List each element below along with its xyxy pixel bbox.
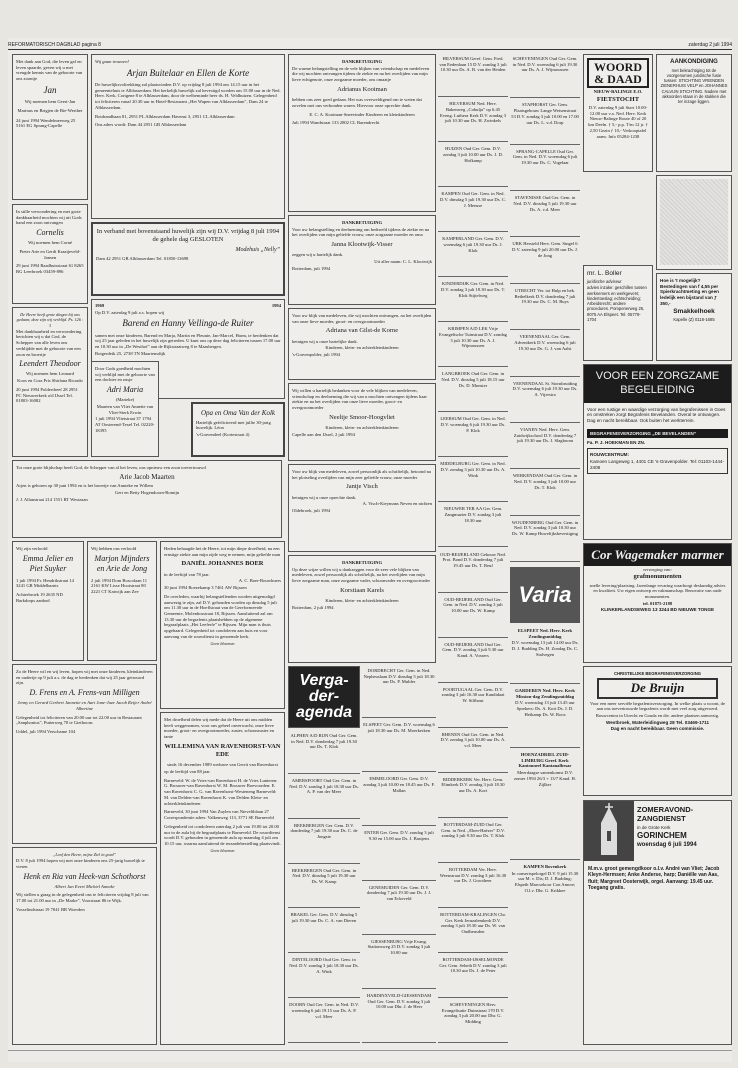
- service-listing: [438, 910, 508, 953]
- ad-name: Arjan Buitelaar en Ellen de Korte: [126, 67, 250, 78]
- service-listing: [438, 595, 508, 638]
- service-text: DORDRECHT Ger. Gem. in Ned. Nepheuslaan D.V. dinsdag 5 juli 18.30 uur Ds. P. Mulder: [363, 668, 435, 685]
- ad-sub: verzorging van:: [642, 566, 673, 572]
- ad-name: Adri Maria: [106, 385, 144, 395]
- ad-name: Cornelis: [36, 228, 64, 238]
- ad-brand: Smakkelhoek: [673, 307, 715, 315]
- church-services-col-b: [510, 54, 580, 564]
- service-listing: [510, 100, 580, 144]
- item-title: HOENZADRIEL ZUID-LIMBURG Geref. Kerk Kantonneel Kantanalbesar: [518, 752, 572, 769]
- ad-intro: Tot onze grote blijdschap heeft God, de Schepper van al het leven, ons opnieuw een zoon toevertrouwd: [16, 465, 206, 470]
- ad-title: DANKBETUIGING: [341, 220, 383, 225]
- ad-death-daniel: [160, 541, 285, 709]
- ad-body-2: betuigen wij u onze hartelijke dank.: [292, 338, 358, 344]
- ad-body-2: betuigen wij u onze oprechte dank.: [292, 494, 357, 500]
- ad-event: FIETSTOCHT: [596, 95, 640, 103]
- service-text: ROTTERDAM-IJSSELMONDE Ger. Gem. Sebeth D.V. zondag 3 juli 10.30 uur Ds. J. de Peter: [439, 956, 507, 974]
- ad-date: Uddel, juli 1994 Verschame 104: [16, 729, 76, 735]
- year-start: 1969: [95, 303, 105, 308]
- ad-body-2: zeggen wij u hartelijk dank.: [292, 252, 344, 258]
- ad-address: 's-Gravendeel (Kortestraat 4): [196, 432, 250, 438]
- dense-text-texture: [660, 179, 728, 265]
- service-text: WOUDENBERG Oud Ger. Gem. in Ned. D.V. zondag 3 juli 10.30 uur Ds. W. Kamp Huwelijksbevestiging: [511, 519, 579, 537]
- ad-body: advies inzake: geschillen tussen werknemers en werkgevers; kindertoeslag; echtscheiding; Arbeidsrecht; andere procedures. Pompenerweg 25, 8075 AA Elspeet. Tel. 05779-1704: [587, 285, 647, 322]
- service-text: ROTTERDAM Ver. Herv. Weenstraat D.V. zondag 3 juli 16.30 uur Ds. J. Grootheer: [439, 866, 507, 884]
- ad-header-row: [584, 801, 731, 861]
- ad-signer: Kinderen, klein- en achterkleinkinderen: [325, 345, 399, 351]
- ad-de-bruijn: [583, 666, 732, 796]
- ad-body: Voor uw belangstelling en deelneming om bedroefd tijdens de ziekte en na het overlijden van mijn geliefde vrouw, onze zorgzame moeder en oma: [292, 226, 430, 238]
- service-listing: [438, 189, 508, 232]
- ad-name: Jan: [43, 84, 57, 95]
- agenda-list-left: [288, 731, 360, 1045]
- ad-intro: In stille verwondering en met grote dankbaarheid mochten wij uit Gods hand een zoon ontvangen: [16, 209, 82, 226]
- ad-date: Capelle aan den IJssel, 2 juli 1994: [292, 431, 355, 437]
- ad-verse: „Loof den Heere, mijne Ziel in goed”: [52, 852, 116, 857]
- service-text: UTRECHT Ver. tot Hulp en bek. Bethelkerk D.V. donderdag 7 juli 19.30 uur Ds. C. M. Buys: [514, 287, 576, 305]
- banner-title: Varia: [518, 582, 572, 608]
- ad-body: Op deze wijze willen wij u dankzeggen voor de zeer vele blijken van medeleven, zowel persoonlijk als schriftelijk, na het overlijden van mijn lieve zorgzame man, onze zorgzame vader, schoonvader en overgrootvader: [292, 566, 431, 584]
- ad-sub: NIEUW-BALINGE E.O.: [593, 89, 643, 94]
- ad-body: snelle levering/plaatsing. Jarenlange ervaring waarborgt deskundig advies en kwaliteit. Uw eigen ontwerp en vakmanschap. Renovatie van oude monumenten.: [589, 582, 726, 599]
- ad-signer: Kinderen, klein- en achterkleinkinderen: [325, 425, 399, 431]
- ad-death-willemina: [160, 712, 285, 1045]
- service-text: BRAKEL Ger. Gem. D.V. dinsdag 5 juli 19.30 uur Ds. C. A. van Dieren: [290, 912, 358, 924]
- service-listing: [438, 550, 508, 593]
- service-text: SCHEVENINGEN Oud Ger. Gem. in Ned. D.V. woensdag 6 juli 19.30 uur Ds. A. J. Wijmoussen: [512, 56, 578, 73]
- ad-sub: (Marieke): [115, 397, 135, 403]
- ad-notice-small: [656, 175, 732, 270]
- ad-thanks-neeltje: [288, 383, 436, 461]
- church-services-col-a: [438, 54, 508, 1045]
- service-listing: [362, 937, 436, 989]
- service-listing: [438, 234, 508, 277]
- ad-smakkelhoek: [656, 273, 732, 361]
- ad-boller: [583, 265, 653, 361]
- ad-name: Leendert Theodoor: [19, 359, 81, 369]
- ad-children: Jenny en Gerard Gerbert Jannette en Aart Jane-Jaze Jacob Reijer André Albertine: [17, 700, 152, 711]
- service-text: URK Hersteld Herv. Gem. Singel 6 D.V. zaterdag 9 juli 20.00 uur Ds. J. de Jong: [511, 241, 578, 258]
- vergader-agenda-banner: [288, 666, 360, 728]
- ad-thanks-kooiman: [288, 54, 436, 212]
- ad-date: Rotterdam, 2 juli 1994: [292, 604, 334, 610]
- service-text: NIEUWER TER AA Ger. Gem. Zangmuzier D.V. zondag 3 juli 18.30 uur: [443, 506, 503, 523]
- varia-kampen: [510, 862, 580, 1045]
- ad-thanks-karels: [288, 555, 436, 663]
- service-text: ROTTERDAM-ZUID Oud Ger. Gem. in Ned. „Eben-Haëzer” D.V. zondag 3 juli 9.30 uur Ds. T. Klok: [441, 821, 505, 839]
- service-listing: [510, 332, 580, 376]
- header-right: zaterdag 2 juli 1994: [688, 41, 732, 48]
- ad-thanks-jantje: [288, 464, 436, 552]
- ad-firm: BEGRAFENISVERZORGING „DE BEVELANDEN”: [587, 429, 728, 439]
- ad-title: AANKONDIGING: [670, 59, 718, 65]
- service-text: ENTER Ger. Gem. D.V. zondag 3 juli 9.30 en 15.00 uur Ds. J. Bastjens: [364, 830, 434, 842]
- service-text: VIANEN Ned. Herv. Gem. Zuidwijkschool D.V. donderdag 7 juli 19.30 uur Ds. J. Slagboom: [513, 426, 577, 444]
- varia-hoenzadriel: [510, 750, 580, 860]
- ad-date: 2 juli 1994 Dom Boscolaan 11 2161 KW Lisse Hooistraat 80 2221 CT Katwijk aan Zee: [91, 577, 148, 595]
- ad-intro: Met dankbaarheid en verwondering berichten wij u dat God, de Schepper van alle leven ons verblijdde met de geboorte van een zoon en broertje: [16, 328, 82, 357]
- ad-phone: tel. 01875-2188: [642, 600, 673, 606]
- service-text: WERKENDAM Oud Ger. Gem. in Ned. D.V. zondag 3 juli 10.00 uur Ds. T. Klok: [512, 473, 578, 490]
- ad-verse: De Heere heeft grote dingen bij ons gedaan; deze zijn wij verblijd. Ps. 126 : 3: [16, 312, 84, 328]
- service-listing: [510, 147, 580, 191]
- ad-intro: Heden behaagde het de Heere, tot mijn diepe droefheid, na een ernstige ziekte aan mijn zijde weg te nemen, mijn geliefde man: [164, 546, 281, 557]
- ad-place: GORINCHEM: [637, 831, 687, 841]
- ad-address: KLINKERLANDSEWEG 13 3244 BD NIEUWE TONGE: [600, 607, 715, 613]
- ad-name: DANIËL JOHANNES BOER: [181, 560, 264, 568]
- ad-address: Kamoen Langeweg 1, 4401 CE 's-Gravenpolder. Tel: 01103-1444-2408: [590, 458, 725, 470]
- ad-family: Barneveld: W. de Vries-van Ravenhorst H. de Vries Lunteren: G. Brouwer-van Ravenhorst W. M. Brouwer Boevoorden: E. van Ravenhorst C. G. van Ravenhorst-Westeneng Barneveld: M. van Delden-van Ravenhorst K. van Delden Klein- en achterkleinkinderen: [164, 777, 278, 806]
- ad-name: mr. L. Boller: [587, 270, 622, 277]
- ad-name: Henk en Ria van Heek-van Schothorst: [23, 871, 146, 881]
- ad-intro: Zo de Heere wil en wij leven, hopen wij met onze kinderen, kleinkinderen en oudertje op 9 juli a.s. de dag te herdenken dat wij 25 jaar getrouwd zijn.: [16, 669, 153, 686]
- ad-title: DANKBETUIGING: [341, 560, 383, 565]
- agenda-list-right: [362, 666, 436, 1045]
- service-text: LANGBROEK Oud Ger. Gem. in Ned. D.V. dinsdag 5 juli 18.15 uur Ds. D. Monster: [441, 371, 505, 388]
- service-text: POORTUGAAL Ger. Gem. D.V. zondag 3 juli 16.30 uur Kandidaat W. Silfhout: [441, 686, 505, 704]
- service-listing: [438, 730, 508, 773]
- ad-birth-arie: [12, 460, 282, 538]
- service-listing: [288, 955, 360, 998]
- service-text: DINTELOORD Oud Ger. Gem. in Ned. D.V. zondag 3 juli 18.30 uur Ds. A. Wink: [289, 957, 359, 974]
- service-text: HILVERSUM Geref. Gem. Fred. van Eedenlaan 15 D.V. zondag 3 juli 10.30 uur Ds. A. B. van der Heiden: [439, 56, 507, 73]
- ad-parents: Marinus en Brigjen de Bie-Werther: [17, 107, 83, 113]
- service-listing: [362, 666, 436, 718]
- ad-signer: E. C. A. Kooiman-Sneevinder Kinderen en kleinkinderen: [309, 111, 415, 117]
- ad-date: 20 juni 1994 Polderdreef 28 2951 PC Nieuwerkerk a/d IJssel Tel. 01803-16082: [16, 386, 78, 404]
- item-body: Meerdaagse samenkomst D.V. zomer 1994 26/3 + 13/7 Kand. H. Zijlker: [513, 770, 577, 787]
- ad-age: op de leeftijd van 88 jaar.: [164, 768, 211, 774]
- ad-date: 30 juni 1994 Boezekamp 3 7461 AW Rijssen: [164, 585, 247, 591]
- ad-children: Albert Jan Evert Michiel Anneke: [54, 883, 115, 889]
- ad-wedding-arjan: [91, 54, 285, 219]
- service-listing: [438, 144, 508, 187]
- service-listing: [438, 324, 508, 367]
- ad-birth-adri: [91, 361, 159, 457]
- service-text: AMERSFOORT Oud Ger. Gem. in Ned. D.V. zondag 3 juli 18.30 uur Ds. A. P. van der Meer: [289, 777, 359, 795]
- ad-closed-notice: [91, 222, 285, 296]
- service-text: GENEMUIDEN Ger. Gem. D.V. donderdag 7 juli 19.30 uur Ds. J. J. van Eckeveld: [366, 884, 432, 902]
- service-listing: [438, 414, 508, 457]
- ad-title: ZOMERAVOND-ZANGDIENST: [637, 805, 694, 824]
- ad-sub: Wij noemen hem Leonard: [26, 371, 74, 377]
- service-text: KINDERDIJK Ger. Gem. in Ned. D.V. zondag 3 juli 18.30 uur Ds. T. Klok Stijtelweg: [440, 281, 506, 298]
- ad-date: 24 juni 1994 Wendelmeeweg 25 5161 EG Sprang-Capelle: [16, 117, 76, 129]
- service-listing: [438, 504, 508, 547]
- ad-party: Gelegenheid tot feliciteren van 20.00 uur tot 22.00 uur in Restaurant „Sanphonius”, Putterweg 70 te Giethoorn.: [16, 714, 142, 726]
- service-text: BEEKBERGEN Ger. Gem. D.V. donderdag 7 juli 19.30 uur Ds. C. de Jongste: [290, 822, 358, 840]
- service-listing: [510, 54, 580, 98]
- ad-birth-leendert: [12, 307, 88, 457]
- ad-intro: Met droefheid delen wij mede dat de Heere uit ons midden heeft weggenomen, voor ons geheel onverwacht, onze lieve moeder, groot- en overgrootmoeder, zuster, schoonzuster en tante: [164, 717, 274, 740]
- ad-engagement-marjon: [87, 541, 157, 661]
- ad-note: Geen bloemen: [210, 847, 235, 853]
- service-text: HUIZEN Oud Ger. Gem. D.V. zondag 3 juli 10.00 uur Ds. J. D. Hofkamp: [443, 146, 503, 163]
- ad-aankondiging: [656, 54, 732, 172]
- service-listing: [438, 640, 508, 683]
- varia-garderen: [510, 686, 580, 748]
- ad-name: Arie Jacob Maarten: [119, 472, 175, 481]
- service-text: KAMPERLAND Ger. Gem. D.V. woensdag 6 juli 19.30 uur Ds. J. Klok: [442, 236, 504, 253]
- service-listing: [288, 731, 360, 774]
- service-text: STAVENISSE Oud Ger. Gem. in Ned. D.V. dinsdag 5 juli 19.30 uur Ds. A. v.d. Meer: [513, 195, 577, 212]
- service-listing: [288, 776, 360, 819]
- ad-body: M.m.v. groot gemengdkoor o.l.v. André van Vliet; Jacob Kleyn-Hermsen; Anke Anderse, harp; Daniëlle van Aas, fluit; Margreet Oosterwijk, orgel. Aanvang: 19.45 uur. Toegang gratis.: [588, 866, 720, 891]
- ad-parents: Maarten van Vliet Annette van Vliet-Sterk Erwin: [96, 403, 154, 415]
- ad-address: Boigerdeik 25, 2738 TN Maartensdijk: [95, 350, 166, 356]
- service-text: BEEKBERGEN Oud Ger. Gem. in Ned. D.V. dinsdag 5 juli 19.30 uur Ds. W. Kamp: [291, 867, 357, 885]
- ad-phone: Westbroek, Waterleidingweg 28 Tel. 03469-1711: [605, 719, 710, 725]
- item-title: KAMPEN Bovenkerk: [523, 864, 567, 869]
- ad-name: Emma Jelier en Piet Suyker: [22, 553, 74, 573]
- ad-name: Jantje Visch: [346, 483, 378, 491]
- service-listing: [510, 425, 580, 469]
- ad-thanks-adriana: [288, 308, 436, 380]
- ad-woord-daad: [583, 54, 653, 172]
- service-listing: [288, 910, 360, 953]
- ad-body: Gelegenheid tot condoleren zaterdag 2 juli van 19.00 tot 20.00 uur in de aula bij de begraafplaats te Barneveld. De rouwdienst wordt D.V. gehouden in genoemde aula op maandag 4 juli om 10.15 uur, waarna aansluitend de teraardebestelling plaatsvindt.: [164, 823, 281, 846]
- service-text: HILVERSUM Ned. Herv. Bakenweg „Cobulja” op 6.45 Eveng. Luthera Kerk D.V. zondag 3 juli 10.30 uur Ds. H. Zwinkels: [440, 101, 506, 124]
- ad-date: Rotterdam, juli 1994: [292, 265, 331, 271]
- ad-intro: Met dank aan God, die leven gaf en leven spaarde, geven wij u met vreugde kennis van de geboorte van ons zoontje: [16, 59, 83, 82]
- service-text: SCHEVENINGEN Herv. Evangelisatie Duinstraat 170 D.V. zondag 3 juli 20.00 uur Dhr. G. Midding: [441, 1001, 505, 1025]
- ad-sub: sinds 16 december 1989 weduwe van Gerrit van Ravenhorst: [167, 762, 278, 768]
- ad-engagement-emma: [12, 541, 84, 661]
- banner-title: Vergaderagenda: [295, 672, 352, 721]
- service-text: OUD-BEIJERLAND Oud Ger. Gem. in Ned. D.V. zondag 3 juli 10.00 uur Ds. W. Kamp: [443, 596, 503, 613]
- ad-address: Rouwcentra in Utrecht en Gouda en div. andere plaatsen aanwezig.: [595, 712, 720, 718]
- service-listing: [438, 1000, 508, 1043]
- ad-body: Voor uw blijk van medeleven, zowel persoonlijk als schriftelijk, betoond na het plotseling overlijden van mijn zeer geliefde vrouw, onze moeder: [292, 469, 431, 480]
- ad-logo-text: WOORD & DAAD: [587, 58, 649, 88]
- ad-sub: ROUWCENTRUM:: [590, 452, 630, 458]
- service-text: LEERSUM Oud Ger. Gem. in Ned. D.V. woensdag 6 juli 19.30 uur Ds. P. Klok: [440, 416, 506, 433]
- ad-body: De overleden, waarbij belangstellenden worden uitgenodigd aanwezig te zijn, zal D.V. gehouden worden op dinsdag 5 juli om 11.30 uur in de Hoeflstraat van de Gereformeerde Gemeente, Molenbosstraat 18, Rijssen. Aansluitend zal om 13.30 uur de begrafenis plaatshebben op de algemene begraafplaats „Het Leeferfe” te Rijssen. Mijn man is thuis opgebaard. Gelegenheid tot condoleren aan huis en voor aanvang van de rouwdienst in genoemde kerk.: [164, 593, 277, 639]
- ad-date: 1 juli 1994 Vlietstraat 37 1794 AT Oosterend-Texel Tel. 02220-18395: [95, 416, 155, 433]
- service-listing: [510, 193, 580, 237]
- ad-greeting-opa: [191, 402, 285, 457]
- item-body: In consertspelorgel D.V. 9 juli 15.30 uur M. v. Dis; D. J. Budding; Elspeth Marcsekoor Con Amore; O.l.v. Dhr. G. Krikkee: [511, 870, 579, 893]
- service-listing: [438, 459, 508, 502]
- service-text: ROTTERDAM-KRALINGEN Chr. Ger. Kerk Jeruzalemkerk D.V. zondag 3 juli 18.30 uur Ds. W. van Oudheusden: [440, 911, 506, 935]
- ad-header-text: [634, 801, 731, 861]
- service-listing: [438, 775, 508, 818]
- ad-body: D.V. zaterdag 9 juli Start 10.00-12.00 uur v.a. Ned. Herv. Kerk Nieuw-Balinge Route 40 of 20 km Deeln. ƒ 5,- p.p. T/m 12 jr. ƒ 2,50 Gezin ƒ 10,- Verkooptafel aanw. Info 05284-1238: [588, 104, 648, 139]
- service-text: ELSPEET Ger. Gem. D.V. woensdag 6 juli 18.30 uur Ds. M. Moerkerken: [363, 722, 435, 733]
- ad-name: Janna Klootwijk-Visser: [331, 241, 393, 249]
- service-text: GIESSENBURG Vrije Evang. Stationsweg 25 D.V. zondag 3 juli 10.00 uur: [367, 938, 431, 956]
- ad-date: 1 juli 1994 Fr. Hendrikstraat 14 3241 GR Middelharnis: [16, 577, 74, 589]
- service-text: KAMPEN Oud Ger. Gem. in Ned. D.V. dinsdag 5 juli 19.30 uur Ds. C. J. Meeuse: [439, 191, 507, 208]
- year-row: [95, 303, 281, 309]
- service-listing: [510, 471, 580, 515]
- ad-date: 's-Gravenpolder, juli 1994: [292, 352, 340, 358]
- ad-address: Botdrandhaan 81, 2951 PL Alblasserdam Havenst 3, 2951 CL Alblasserdam: [95, 113, 235, 119]
- ad-body: Voor uw blijk van medeleven, die wij mochten ontvangen, na het overlijden van onze lieve moeder, groot- en overgrootmoeder: [292, 313, 432, 324]
- ad-name: D. Frens en A. Frens-van Milligen: [29, 688, 140, 698]
- service-text: ALPHEN A/D RIJN Oud Ger. Gem. in Ned. D.V. donderdag 7 juli 19.30 uur Ds. T. Klok: [290, 733, 358, 750]
- service-text: MIDDELBURG Ger. Gem. in Ned. D.V. zondag 3 juli 10.30 uur Ds. A. Wink: [440, 461, 506, 478]
- service-listing: [438, 54, 508, 97]
- ad-date: 29 juni 1994 Raadhuisstraat 61 8265 BG Leerbroek 03459-896: [16, 263, 84, 275]
- ad-date-2: Achterbroek 19 2635 ND Barkdorps aanbod: [16, 592, 63, 603]
- ad-siblings: Koos en Cora Pris Shirlana Ricardo: [17, 378, 83, 384]
- ad-signer: Kinderen, klein- en achterkleinkinderen: [325, 598, 399, 604]
- ad-sub: Wij noemen hem Geert-Jan: [24, 99, 76, 105]
- ad-sub: Arjen is geboren op 30 juni 1994 en is het broertje van Annieke en Willem: [16, 483, 153, 489]
- service-listing: [438, 685, 508, 728]
- item-title: ELSPEET Ned. Herv. Kerk Zendingsmiddag: [517, 628, 573, 639]
- ad-body: Wij willen u hartelijk bedanken voor de vele blijken van medeleven, vriendschap en deelneming die wij van u mochten ontvangen tijdens haar ziekte en na het overlijden van onze lieve moeder, groot- en overgrootmoeder: [292, 388, 427, 411]
- ad-name: Adrianus Kooiman: [337, 85, 387, 93]
- ad-body: Hartelijk gefeliciteerd met jullie 30-jarig huwelijk. Léon: [196, 419, 271, 431]
- ad-owner: Fa. P. J. HOEKMAN EN ZN.: [587, 440, 646, 446]
- ad-title: De Bruijn: [597, 678, 718, 698]
- service-text: STAPHORST Ger. Gem. Plaatsgebouw Lange Wetsenstraat 53 D.V. zondag 3 juli 10.00 en 17.00 uur Ds. L. v.d. Dorp: [511, 102, 579, 125]
- ad-age: in de leeftijd van 78 jaar.: [164, 571, 210, 577]
- ad-parents: Gert en Betty Hogendoorn-Romijn: [114, 490, 180, 496]
- ad-signer: A. C. Boer-Bouwhuers: [238, 578, 281, 584]
- ad-note: Geen bloemen: [210, 640, 235, 646]
- ad-name: Marjon Mijnders en Arie de Jong: [94, 553, 150, 573]
- ad-title: DANKBETUIGING: [341, 59, 383, 64]
- ad-parents: Pieter Arie en Gerdi Kraaijeveld-Jansen: [19, 248, 81, 260]
- service-text: KRIMPEN A/D LEK Vrije Evangelische Tuinstraat D.V. zondag 3 juli 10.30 uur Ds. A. J. Wijmoussen: [439, 326, 507, 349]
- service-listing: [510, 286, 580, 330]
- ad-body: De huwelijksvoltrekking zal plaatsvinden D.V. op vrijdag 8 juli 1994 om 14.15 uur in het gemeentehuis te Alblasserdam. Het kerkelijk huwelijk zal bevestigd worden om 15.00 uur in de Ned. Herv. Kerk, Cortgene 8 te Alblasserdam, door de welbeminde heer ds. H. Veldhuizen. Gelegenheid tot feliciteren vanaf 20.30 uur in Hotel-Restaurant „Het Wapen van Alblasserdam”, Dam 24 te Alblasserdam.: [95, 81, 281, 110]
- ad-intro: Wij zijn verloofd: [16, 546, 48, 551]
- service-listing: [362, 828, 436, 880]
- ad-signer: A. Visch-Kieymans Neven en nichten: [362, 501, 432, 507]
- ad-intro: Wij gaan trouwen!: [95, 59, 130, 64]
- ad-intro: Op D.V. zaterdag 9 juli a.s. hopen wij: [95, 309, 165, 315]
- page-footer: [8, 1050, 732, 1058]
- service-listing: [288, 821, 360, 864]
- ad-sub: CHRISTELIJKE BEGRAFENISVERZORGING: [613, 671, 701, 676]
- service-text: RHENEN Oud Ger. Gem. in Ned. D.V. zondag 3 juli 10.00 uur Ds. A. v.d. Meer: [440, 731, 506, 749]
- service-listing: [288, 866, 360, 909]
- ad-anniversary-henk: [12, 847, 157, 1045]
- service-listing: [438, 279, 508, 322]
- ad-begeleiding: [583, 364, 732, 540]
- ad-name: Barend en Hanny Vellinga-de Ruiter: [122, 318, 254, 329]
- service-listing: [438, 955, 508, 998]
- ad-address: Barneveld, 30 juni 1994 Van Zuylen van Nievelthlaan 27 Correspondentie adres: Valkenweg 113, 3771 SE Barneveld: [164, 809, 274, 821]
- ad-anniversary-frens: [12, 664, 157, 844]
- shop-name: Modehuis „Nelly”: [235, 247, 280, 254]
- ad-body: De warme belangstelling en de vele blijken van vriendschap en medeleven die wij mochten ontvangen tijdens de ziekte en na het overlijden van mijn lieve echtgenote, onze zorgzame moeder, ons omaatje: [292, 65, 430, 83]
- service-listing: [362, 991, 436, 1043]
- ad-date: woensdag 6 juli 1994: [637, 842, 697, 849]
- ad-name: Korstiaan Karels: [340, 586, 384, 594]
- ad-date: J. J. Allanstraat 214 1551 RT Westzaan: [16, 496, 88, 502]
- ad-rouwcentrum-box: [587, 448, 728, 474]
- ad-date: Vosselindstraat 19 7041 BR Woerden: [16, 906, 85, 912]
- ad-note: Dag en nacht bereikbaar. Geen commissie.: [610, 726, 705, 732]
- church-logo-icon: [584, 801, 634, 861]
- ad-name: Neeltje Smoor-Hoogvliet: [329, 413, 395, 421]
- service-text: OUD-BEIJERLAND Oud Ger. Gem. D.V. zondag 3 juli 9.30 uur Kand. A. Vossers: [442, 641, 504, 659]
- ad-title: Cor Wagemaker marmer: [584, 544, 731, 566]
- service-text: OUD-BEIJERLAND Gebouw Ned. Prot. Bond D.V. donderdag 7 juli 19.45 uur Ds. T. Reuf: [440, 551, 506, 568]
- service-text: VEENENDAAL St. Sionsbruiding D.V. woensdag 6 juli 19.30 uur Ds. A. Vijerstra: [512, 380, 578, 397]
- service-listing: [438, 820, 508, 863]
- ad-sub: Wij noemen hem Corné: [28, 240, 72, 246]
- ad-birth-cornelis: [12, 204, 88, 304]
- ad-body: Voor een meer serviële begrafenisverzorging. In welke plaats u woont, de aan ons toevertrouwde begrafenis wordt met veel zorg uitgevoerd.: [589, 700, 726, 712]
- page-header: [8, 40, 732, 50]
- ad-body: Hoe is 't mogelijk? Bestedingen van f 4,55 per Spierkrachtmeting en geen ledelijk een bijstand van ƒ 350,-: [660, 278, 719, 306]
- ad-address: Dam 42 2951 GB Alblasserdam Tel. 01850-13698: [96, 255, 189, 261]
- ad-intro: Wij hebben ons verloofd: [91, 546, 137, 551]
- ad-sub: Kapelle (Z) 0118-1685: [673, 316, 715, 322]
- ad-body: Voor een rustige en waardige verzorging van begrafenissen in Goes en omstreken zorgt Begrafenis Bevelanden. Overal te ontvangen. Dag en nacht bereikbaar. Ook buiten het werkterrein.: [587, 406, 726, 423]
- ad-service: grafmonumenten: [633, 573, 682, 581]
- service-text: VEENENDAAL Ger. Gem. Adventkerk D.V. woensdag 6 juli 19.30 uur Ds. G. J. van Aalst: [514, 334, 576, 351]
- ad-birth-jan: [12, 54, 88, 200]
- service-text: RIDDERKERK Ver. Herv. Gem. Elimkerk D.V. zondag 3 juli 18.30 uur Ds. A. Kort: [441, 776, 505, 794]
- ad-intro: Door Gods goedheid mochten wij verblijd met de geboorte van een dochter en zusje: [95, 366, 155, 383]
- item-body: D.V. woensdag 13 juli 13.45 uur Sprekers: Ds. A. Kort Ds. J. D. Heikamp Ds. W. Roos: [515, 700, 575, 717]
- ad-date: Oldebroek, juli 1994: [292, 508, 331, 514]
- service-listing: [438, 99, 508, 142]
- ad-name: WILLEMINA VAN RAVENHORST-VAN EDE: [164, 742, 281, 759]
- service-listing: [438, 369, 508, 412]
- service-text: DOORN Oud Ger. Gem. in Ned. D.V. woensdag 6 juli 19.15 uur Ds. A. P. v.d. Meer: [289, 1002, 359, 1019]
- service-listing: [288, 1000, 360, 1043]
- service-listing: [362, 720, 436, 772]
- service-listing: [438, 865, 508, 908]
- ad-title: VOOR EEN ZORGZAME BEGELEIDING: [584, 365, 731, 403]
- ad-name: Adriana van Gilst-de Korne: [325, 327, 399, 335]
- ad-date: Juli 1994 Wandstraat 133 2802 CL Barendrecht: [292, 120, 380, 126]
- service-text: EMMELOORD Ger. Gem. D.V. zondag 3 juli 10.00 en 18.45 uur Ds. F. Mallan: [363, 776, 435, 793]
- ad-sub: juridische adviseur: [587, 279, 622, 285]
- service-listing: [510, 239, 580, 283]
- ad-wagemaker: [583, 543, 732, 663]
- service-text: HARDINXVELD-GIESSENDAM Oud Ger. Gem. D.V. zondag 3 juli 10.00 uur Dhr. J. de Heer: [366, 992, 432, 1010]
- item-title: GARDEREN Ned. Herv. Kerk Mission-dag Zendingsmiddag: [515, 688, 575, 699]
- service-listing: [362, 774, 436, 826]
- ad-body: In verband met bovenstaand huwelijk zijn wij D.V. vrijdag 8 juli 1994 de gehele dag GESLOTEN: [96, 228, 280, 244]
- item-body: D.V. woensdag 13 juli 14.00 uur Ds. D. J. Budding Ds. H. Zondag Ds. C. Stalvegen: [511, 640, 579, 657]
- ad-address-new: Ons adres wordt: Dam 44 2951 GB Alblasserdam: [95, 122, 187, 128]
- header-left: REFORMATORISCH DAGBLAD pagina 8: [8, 41, 101, 48]
- service-text: SPRANG-CAPELLE Oud Ger. Gem. in Ned. D.V. woensdag 6 juli 19.30 uur Ds. C. Vogelaar: [512, 148, 578, 166]
- ad-thanks-visser: [288, 215, 436, 305]
- ad-zomeravond: [583, 800, 732, 1045]
- ad-signer: Uit aller naam: C. L. Klootwijk: [374, 259, 432, 265]
- ad-sub: in de Grote Kerk: [637, 824, 671, 830]
- ad-body: met bekrachtiging tot de voorgenomen juridische fusie tussen: STICHTING VRIENDEN ZIENERHUIS VELP en JOHANNES CALVIJN STICHTING. Nadere met akkoorden staan in de stukken die ter inzage liggen.: [660, 67, 728, 104]
- service-listing: [510, 518, 580, 562]
- ad-title: Opa en Oma Van der Kolk: [200, 409, 276, 417]
- varia-banner: [510, 567, 580, 623]
- ad-intro: D.V. 8 juli 1994 hopen wij met onze kinderen ons 25-jarig huwelijk te vieren: [16, 858, 145, 869]
- service-listing: [510, 379, 580, 423]
- year-end: 1994: [271, 303, 281, 308]
- service-listing: [362, 883, 436, 935]
- ad-body-2: hebben ons zeer goed gedaan. Het was overweldigend om te weten dat zovelen met ons verbonden waren. Hiervoor onze oprechte dank.: [292, 97, 422, 108]
- ad-body: samen met onze kinderen, Barend en Marja, Martin en Pleunie, Jan-Marcel, Harm, te herdenken dat wij 25 jaar geleden in het huwelijk zijn getreden. U kunt ons op deze dag feliciteren tussen 17.00 uur en 18.30 uur in „De Westhof” aan de Rijkstraatweg 8 te Maasbergen.: [95, 332, 281, 350]
- varia-elspeet: [510, 626, 580, 684]
- ad-party: Wij stellen u graag in de gelegenheid ons te feliciteren vrijdag 8 juli van 17.00 tot 21.00 uur in „De Marke”, Voorstraat 86 te Wijk.: [16, 892, 149, 904]
